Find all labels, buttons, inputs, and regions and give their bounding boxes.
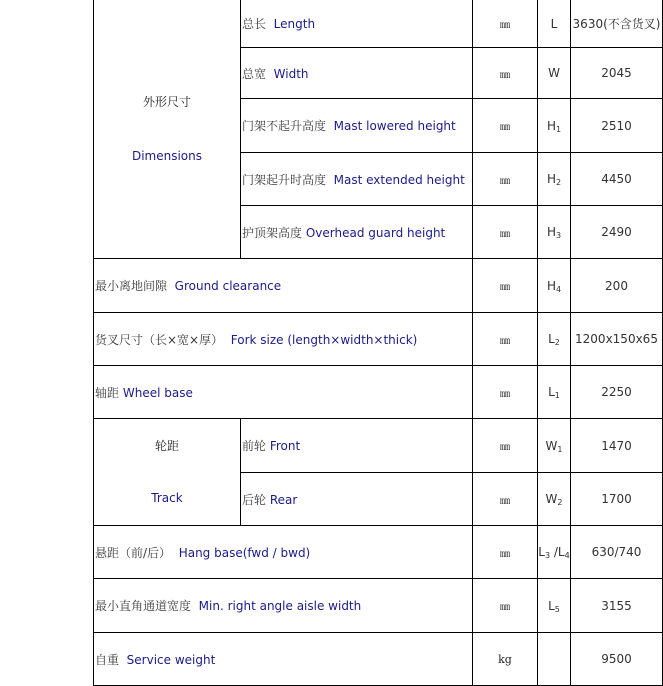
label-en: Ground clearance: [174, 279, 282, 293]
label-en: Service weight: [126, 652, 216, 667]
dimensions-group-cell: [94, 0, 241, 259]
value-cell: 1200x150x65: [571, 313, 663, 366]
symbol-cell: [538, 0, 571, 48]
symbol-cell: [538, 48, 571, 99]
symbol-subscript: 4: [555, 284, 562, 294]
unit-cell: ㎜: [473, 313, 538, 366]
symbol-cell: [538, 206, 571, 259]
symbol: H: [546, 118, 556, 133]
symbol-subscript: 3: [555, 231, 562, 240]
label-zh: 悬距（前/后）: [95, 545, 172, 560]
table-row: [94, 419, 663, 473]
spec-label: [241, 419, 473, 473]
unit-cell: ㎜: [473, 153, 538, 206]
label-zh: 门架起升时高度: [242, 172, 327, 187]
unit-cell: ㎜: [473, 526, 538, 579]
symbol: L: [557, 545, 565, 559]
spec-label: [241, 473, 473, 526]
value-cell: 2510: [571, 99, 663, 153]
dimensions-group-en: Dimensions: [131, 149, 203, 163]
unit-cell: ㎜: [473, 206, 538, 259]
label-zh: 门架不起升高度: [242, 119, 327, 133]
symbol: L: [550, 16, 558, 31]
label-en: Mast lowered height: [333, 119, 456, 133]
label-en: Front: [269, 439, 301, 453]
value-cell: 3630(不含货叉): [571, 0, 663, 48]
label-zh: 总长: [242, 17, 267, 31]
value-cell: 2250: [571, 366, 663, 419]
label-zh: 后轮: [242, 492, 267, 507]
symbol-cell: [538, 153, 571, 206]
symbol: L: [548, 598, 555, 613]
symbol: H: [546, 172, 556, 186]
symbol-cell: [538, 579, 571, 633]
track-group-en: Track: [151, 491, 183, 505]
spec-label: [241, 206, 473, 259]
unit-cell: ㎜: [473, 99, 538, 153]
symbol-cell: [538, 366, 571, 419]
symbol-subscript: 5: [554, 604, 560, 614]
symbol-subscript: 2: [554, 338, 560, 347]
symbol: L: [548, 385, 555, 399]
spec-label: [94, 579, 473, 633]
unit-cell: ㎜: [473, 579, 538, 633]
table-row: [94, 366, 663, 419]
table-row: [94, 579, 663, 633]
label-zh: 护顶架高度: [242, 225, 303, 240]
value-cell: 1700: [571, 473, 663, 526]
label-en: Width: [273, 66, 309, 81]
symbol: H: [546, 278, 556, 293]
table-row: [94, 526, 663, 579]
value-cell: 630/740: [571, 526, 663, 579]
unit-cell: kg: [473, 633, 538, 686]
value-cell: 2045: [571, 48, 663, 99]
symbol: W: [548, 66, 560, 80]
spec-label: [241, 153, 473, 206]
spec-label: [94, 313, 473, 366]
spec-label: [241, 99, 473, 153]
unit-cell: ㎜: [473, 48, 538, 99]
symbol-cell: [538, 633, 571, 686]
label-en: Min. right angle aisle width: [198, 599, 362, 613]
spec-label: [94, 366, 473, 419]
spec-label: [94, 259, 473, 313]
value-cell: 200: [571, 259, 663, 313]
label-en: Rear: [269, 492, 298, 507]
symbol-cell: [538, 313, 571, 366]
label-en: Wheel base: [122, 385, 193, 400]
label-zh: 前轮: [242, 439, 267, 453]
symbol: L: [548, 332, 555, 346]
symbol-subscript: 1: [554, 391, 560, 400]
value-cell: 4450: [571, 153, 663, 206]
unit-cell: ㎜: [473, 419, 538, 473]
dimensions-group-zh: 外形尺寸: [142, 95, 191, 109]
label-en: Mast extended height: [333, 172, 465, 187]
value-cell: 9500: [571, 633, 663, 686]
value-cell: 1470: [571, 419, 663, 473]
spec-label: [94, 526, 473, 579]
label-zh: 总宽: [242, 66, 267, 81]
symbol-separator: /: [550, 545, 558, 559]
symbol: W: [545, 492, 558, 506]
table-row: [94, 0, 663, 48]
label-zh: 货叉尺寸（长×宽×厚）: [95, 332, 224, 347]
value-cell: 3155: [571, 579, 663, 633]
table-row: [94, 259, 663, 313]
label-zh: 最小离地间隙: [95, 279, 168, 293]
label-zh: 最小直角通道宽度: [95, 599, 192, 613]
symbol-cell: [538, 473, 571, 526]
symbol-cell: [538, 526, 571, 579]
spec-label: [94, 633, 473, 686]
unit-cell: ㎜: [473, 259, 538, 313]
symbol-subscript: 3: [544, 551, 551, 560]
spec-label: [241, 0, 473, 48]
label-en: Overhead guard height: [305, 225, 446, 240]
symbol-cell: [538, 99, 571, 153]
spec-label: [241, 48, 473, 99]
unit-cell: ㎜: [473, 0, 538, 48]
track-group-cell: [94, 419, 241, 526]
table-row: [94, 633, 663, 686]
symbol-subscript: 2: [557, 498, 563, 507]
label-en: Hang base(fwd / bwd): [178, 545, 311, 560]
value-cell: 2490: [571, 206, 663, 259]
unit-cell: ㎜: [473, 473, 538, 526]
symbol-cell: [538, 259, 571, 313]
unit-cell: ㎜: [473, 366, 538, 419]
symbol-subscript: 1: [557, 444, 563, 454]
label-en: Length: [273, 17, 316, 31]
spec-table: [93, 0, 663, 686]
symbol: H: [546, 225, 556, 239]
symbol: L: [538, 545, 545, 559]
symbol: W: [545, 438, 558, 453]
symbol-subscript: 1: [555, 124, 562, 134]
symbol-subscript: 4: [564, 551, 570, 560]
label-zh: 自重: [95, 652, 120, 667]
label-zh: 轴距: [95, 385, 120, 400]
symbol-cell: [538, 419, 571, 473]
label-en: Fork size (length×width×thick): [230, 332, 418, 347]
track-group-zh: 轮距: [154, 439, 179, 453]
table-row: [94, 313, 663, 366]
symbol-subscript: 2: [555, 178, 562, 187]
